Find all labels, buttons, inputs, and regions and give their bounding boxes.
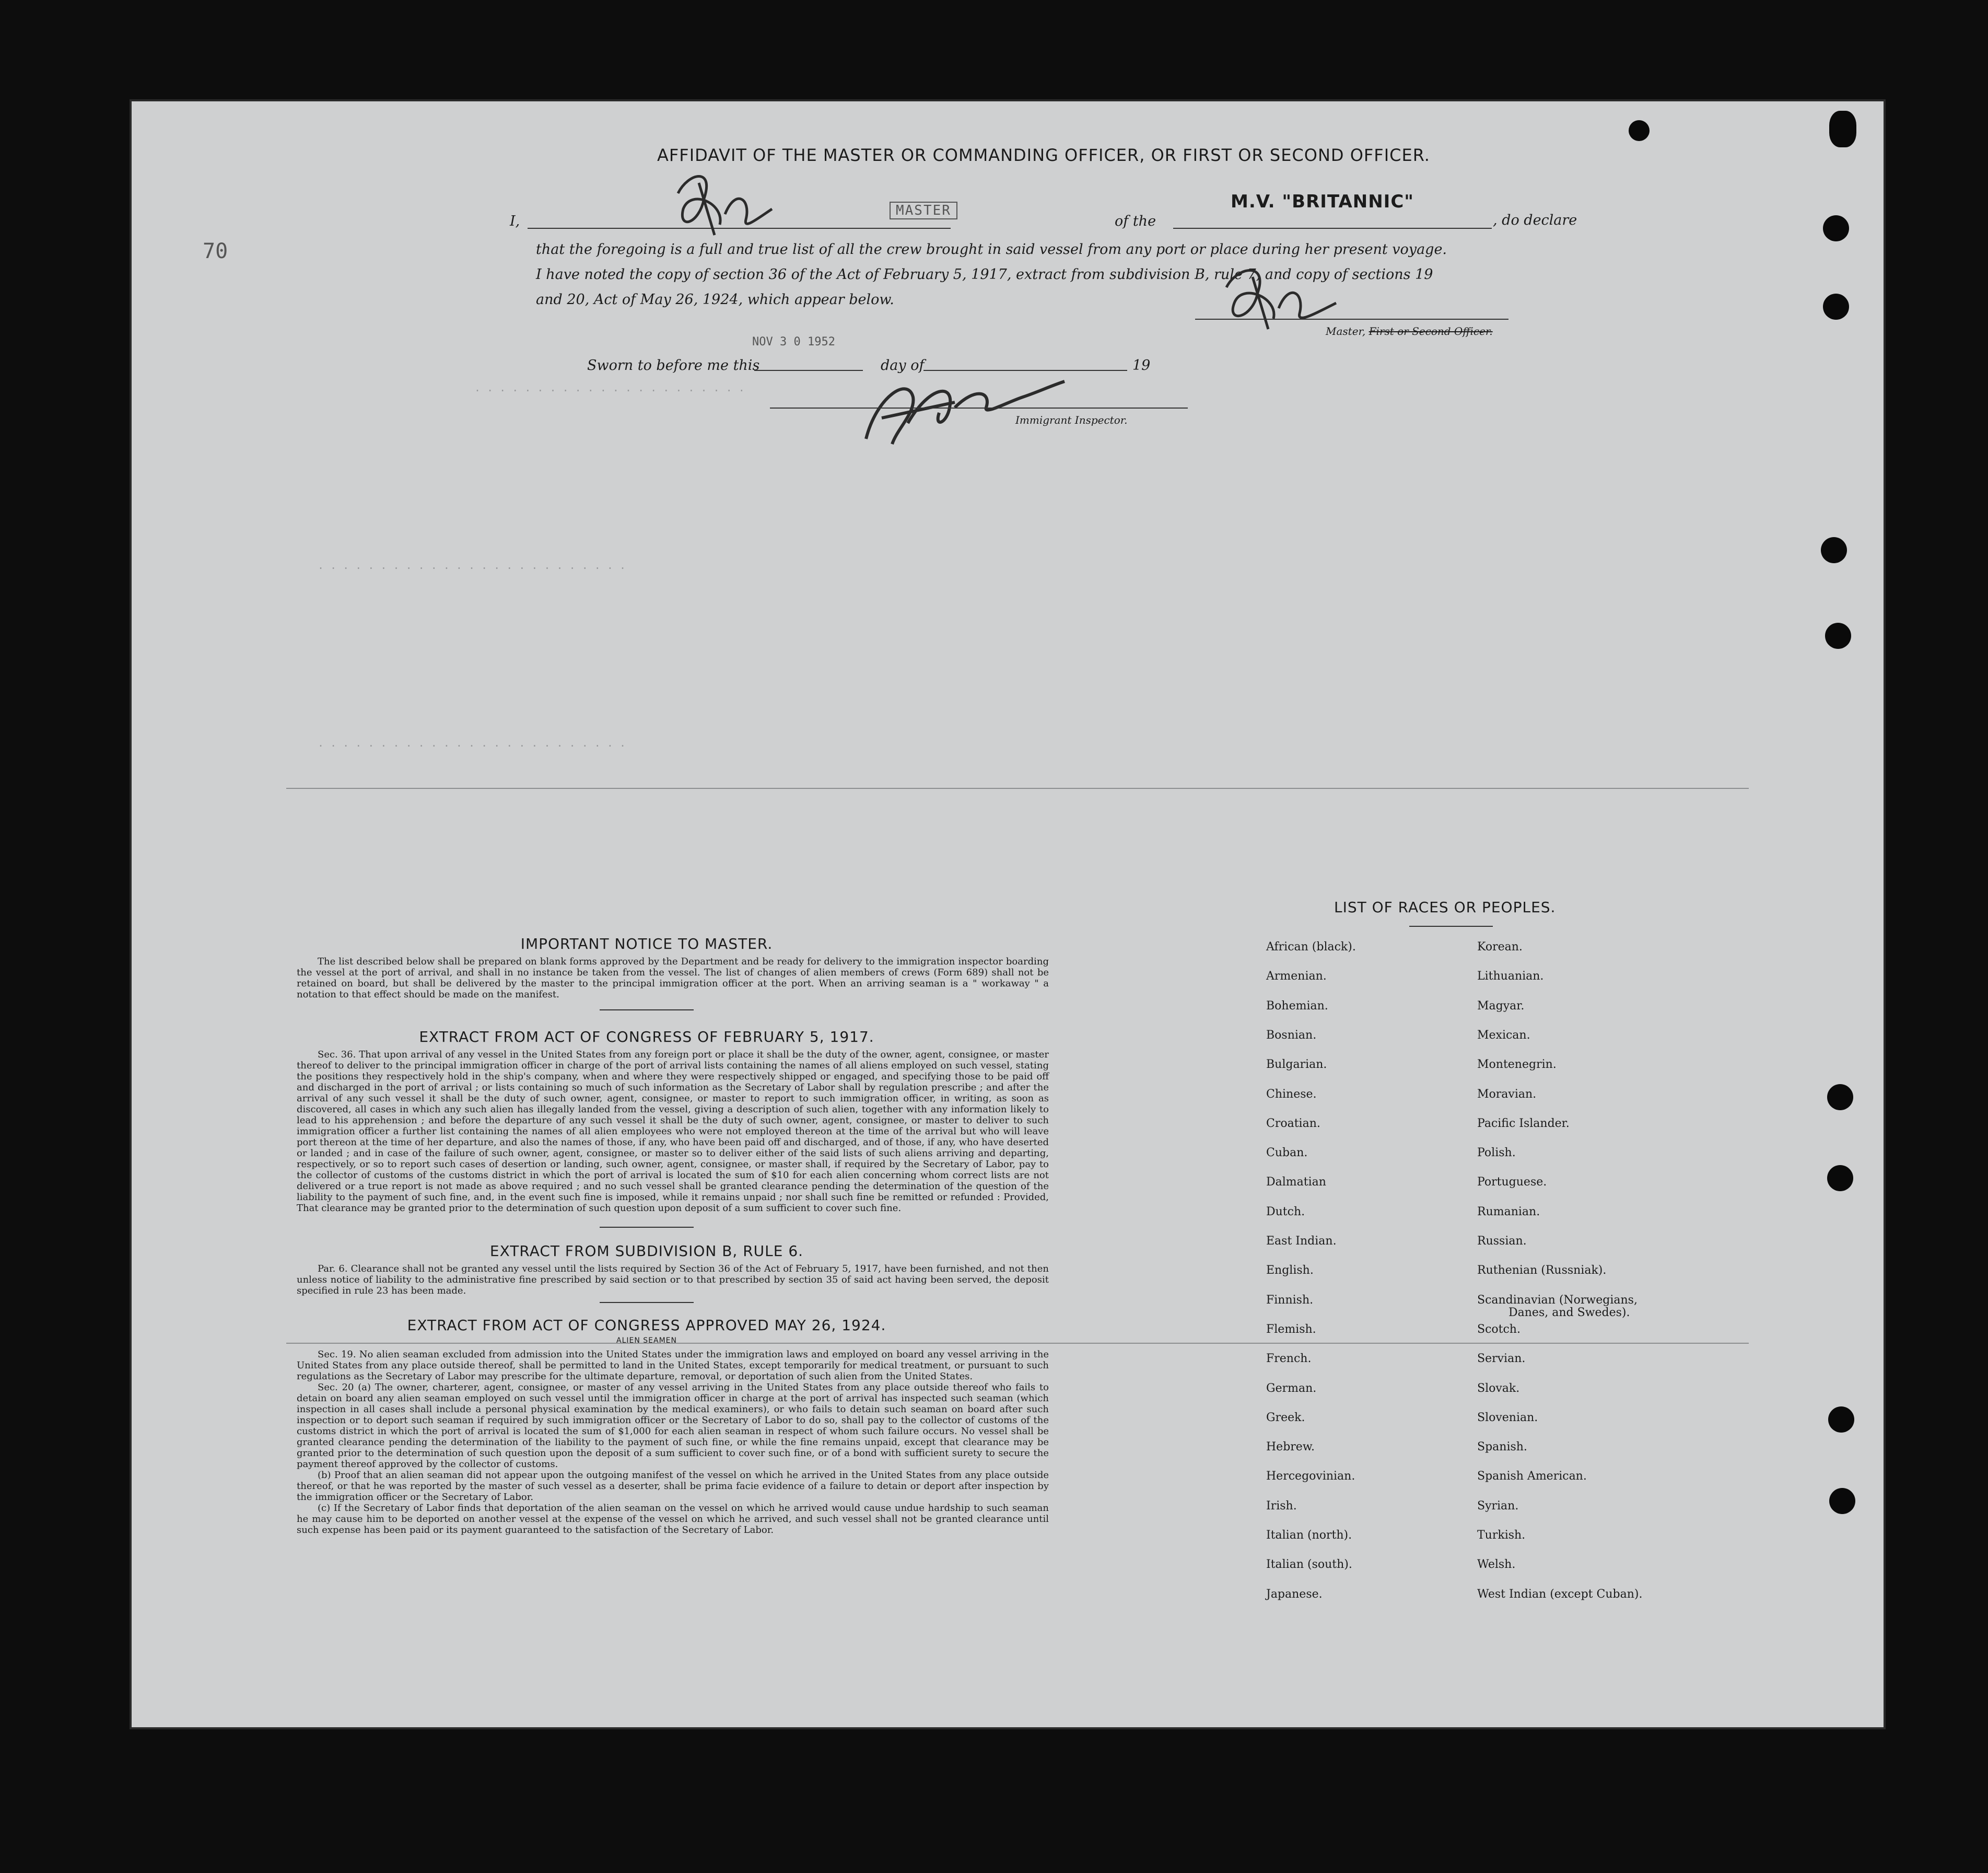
affidavit-line-2: that the foregoing is a full and true list of all the crew brought in said vessel from any port or place during her present voyage. [536,241,1447,258]
inspector-caption: Immigrant Inspector. [1015,414,1128,426]
race-item-left: Bohemian. [1266,999,1328,1013]
race-item-left: English. [1266,1264,1314,1277]
race-item-left: Greek. [1266,1411,1305,1424]
race-item-left: Hercegovinian. [1266,1470,1355,1483]
race-item-right: Scandinavian (Norwegians, [1477,1293,1638,1307]
extract-1917-text: Sec. 36. That upon arrival of any vessel in the United States from any foreign port or place it shall be the duty of the owner, agent, consignee, or master thereof to deliver to the principal immigration officer in charge of the port of arrival lists containing the names of all aliens employed on such vessel, stating the positions they respectively hold in the ship's company, when and where they were respectively shipped or engaged, and specifying those to be paid off and discharged in the port of arrival ; or lists containing so much of such information as the Secretary of Labor shall by regulation prescribe ; and after the arrival of any such vessel it shall be the duty of such owner, agent, consignee, or master to report to such immigration officer, in writing, as soon as discovered, all cases in which any such alien has illegally landed from the vessel, giving a description of such alien, together with any information likely to lead to his apprehension ; and before the departure of any such vessel it shall be the duty of such owner, agent, consignee, or master to deliver to such immigration officer a further list containing the names of all alien employees who were not employed thereon at the time of the arrival but who will leave port thereon at the time of her departure, and also the names of those, if any, who have been paid off and discharged, and of those, if any, who have deserted or landed ; and in case of the failure of such owner, agent, consignee, or master so to deliver either of the said lists of such aliens arriving and departing, respectively, or so to report such cases of desertion or landing, such owner, agent, consignee, or master shall, if required by the Secretary of Labor, pay to the collector of customs of the customs district in which the port of arrival is located the sum of $10 for each alien concerning whom correct lists are not delivered or a true report is not made as above required ; and no such vessel shall be granted clearance pending the determination of the question of the liability to the payment of such fine, and, in the event such fine is imposed, while it remains unpaid ; nor shall such fine be remitted or refunded : Provided, That clearance may be granted prior to the determination of such question upon deposit of a sum sufficient to cover such fine. [297,1049,1049,1214]
master-signature-line [1195,319,1508,320]
punch-hole [1823,215,1849,241]
race-item-right: Scotch. [1477,1322,1521,1336]
race-item-right: West Indian (except Cuban). [1477,1587,1643,1601]
race-item-right: Turkish. [1477,1529,1526,1542]
affidavit-do-declare: , do declare [1493,212,1577,228]
race-item-right: Russian. [1477,1235,1527,1248]
races-divider [1409,926,1493,927]
affidavit-of-the: of the [1115,213,1156,229]
race-item-right: Montenegrin. [1477,1058,1557,1072]
notice-text: The list described below shall be prepared on blank forms approved by the Department and be ready for delivery to the immigration inspector boarding the vessel at the port of arrival, and shall in no instance be taken from the vessel. The list of changes of alien members of crews (Form 689) shall not be retained on board, but shall be delivered by the master to the principal immigration officer at the port. When an arriving seaman is a " workaway " a notation to that effect should be made on the manifest. [297,956,1049,1000]
document-sheet [130,99,1886,1729]
race-item-right: Spanish American. [1477,1470,1587,1483]
vessel-name-line [1173,228,1492,229]
master-caption-label: Master, [1326,325,1366,338]
race-item-left: German. [1266,1381,1317,1395]
punch-hole [1629,120,1650,141]
race-item-right: Pacific Islander. [1477,1116,1570,1130]
subdivision-b-text: Par. 6. Clearance shall not be granted any vessel until the lists required by Section 36 of the Act of February 5, 1917, have been furnished, and not then unless notice of liability to the administrative fine prescribed by said section or to that prescribed by section 35 of said act having been served, the deposit specified in rule 23 has been made. [297,1263,1049,1296]
master-caption [1326,325,1493,338]
punch-hole [1823,294,1849,320]
race-item-left: Finnish. [1266,1293,1314,1307]
race-item-right: Polish. [1477,1146,1516,1160]
inspector-line [770,408,1188,409]
alien-seamen-subtitle: ALIEN SEAMEN [616,1336,677,1345]
sec-19-text: Sec. 19. No alien seaman excluded from admission into the United States under the immigration laws and employed on board any vessel arriving in the United States from any place outside thereof, shall be permitted to land in the United States, except temporarily for medical treatment, or pursuant to such regulations as the Secretary of Labor may prescribe for the ultimate departure, removal, or deportation of such alien from the United States. [297,1349,1049,1382]
race-item-right: Servian. [1477,1352,1526,1366]
date-stamp: NOV 3 0 1952 [752,335,835,348]
punch-hole [1821,537,1847,563]
race-item-left: Dalmatian [1266,1176,1326,1189]
extract-1917-title: EXTRACT FROM ACT OF CONGRESS OF FEBRUARY 5, 1917. [419,1028,874,1045]
extract-1924-title: EXTRACT FROM ACT OF CONGRESS APPROVED MAY 26, 1924. [407,1317,886,1334]
affidavit-line-3: I have noted the copy of section 36 of the Act of February 5, 1917, extract from subdivision B, rule 7, and copy of sections 19 [536,266,1433,283]
race-item-left: Italian (north). [1266,1529,1352,1542]
bleed-through: . . . . . . . . . . . . . . . . . . . . . . . . . [318,737,626,749]
race-item-left: Dutch. [1266,1205,1305,1218]
race-item-left: Flemish. [1266,1322,1316,1336]
race-continuation: Danes, and Swedes). [1508,1306,1630,1319]
bleed-through-rule [286,788,1749,789]
race-item-left: Bosnian. [1266,1028,1317,1042]
vessel-name: M.V. "BRITANNIC" [1231,191,1414,212]
section-divider [600,1009,694,1010]
race-item-left: East Indian. [1266,1235,1337,1248]
race-item-left: Cuban. [1266,1146,1308,1160]
race-item-right: Slovenian. [1477,1411,1538,1424]
punch-hole [1825,623,1851,649]
sworn-date-line [754,370,863,371]
notice-title: IMPORTANT NOTICE TO MASTER. [520,935,773,952]
section-divider [600,1302,694,1303]
extract-1924-body [297,1349,1049,1535]
affidavit-title: AFFIDAVIT OF THE MASTER OR COMMANDING OFFICER, OR FIRST OR SECOND OFFICER. [657,145,1430,165]
race-item-left: French. [1266,1352,1312,1366]
race-item-left: Irish. [1266,1499,1297,1513]
race-item-right: Ruthenian (Russniak). [1477,1264,1607,1277]
sec-20b-text: (b) Proof that an alien seaman did not appear upon the outgoing manifest of the vessel on which he arrived in the United States from any place outside thereof, or that he was reported by the master of such vessel as a deserter, shall be prima facie evidence of a failure to detain or deport after inspection by the immigration officer or the Secretary of Labor. [297,1470,1049,1503]
day-of-label: day of [881,357,925,374]
struck-officer-caption: First or Second Officer. [1369,325,1493,338]
sworn-label: Sworn to before me this [587,357,760,374]
race-item-left: Italian (south). [1266,1558,1352,1572]
race-item-right: Lithuanian. [1477,970,1544,983]
master-signature [1216,256,1352,334]
punch-hole [1827,1165,1853,1191]
race-item-left: Croatian. [1266,1116,1320,1130]
race-item-right: Portuguese. [1477,1176,1547,1189]
race-item-right: Welsh. [1477,1558,1516,1572]
affidavit-line-4: and 20, Act of May 26, 1924, which appear below. [536,292,894,308]
race-item-right: Spanish. [1477,1440,1527,1454]
section-divider [600,1227,694,1228]
race-item-right: Rumanian. [1477,1205,1540,1218]
race-item-left: Armenian. [1266,970,1327,983]
punch-hole [1827,1084,1853,1110]
margin-number: 70 [203,239,228,263]
race-item-right: Syrian. [1477,1499,1519,1513]
race-item-right: Magyar. [1477,999,1525,1013]
race-item-left: Hebrew. [1266,1440,1315,1454]
sec-20c-text: (c) If the Secretary of Labor finds that deportation of the alien seaman on the vessel on which he arrived would cause undue hardship to such seaman he may cause him to be deported on another vessel at the expense of the vessel on which he arrived, and such vessel shall not be granted clearance until such expense has been paid or its payment guaranteed to the satisfaction of the Secretary of Labor. [297,1503,1049,1535]
punch-hole [1829,111,1856,147]
race-item-right: Korean. [1477,940,1523,953]
race-item-left: Chinese. [1266,1087,1317,1101]
rank-stamp: MASTER [890,202,957,219]
affidavit-i-label: I, [510,213,520,229]
master-initials-signature [668,167,788,240]
subdivision-b-title: EXTRACT FROM SUBDIVISION B, RULE 6. [489,1242,804,1260]
races-title: LIST OF RACES OR PEOPLES. [1334,899,1556,916]
year-label: 19 [1132,357,1151,374]
punch-hole [1829,1488,1855,1514]
race-item-right: Moravian. [1477,1087,1537,1101]
sec-20a-text: Sec. 20 (a) The owner, charterer, agent, consignee, or master of any vessel arriving in the United States from any place outside thereof who fails to detain on board any alien seaman employed on such vessel until the immigration officer in charge at the port of arrival has inspected such seaman (which inspection in all cases shall include a personal physical examination by the medical examiners), or who fails to detain such seaman on board after such inspection or to deport such seaman if required by such immigration officer or the Secretary of Labor to do so, shall pay to the collector of customs of the customs district in which the port of arrival is located the sum of $1,000 for each alien seaman in respect of whom such failure occurs. No vessel shall be granted clearance pending the determination of the liability to the payment of such fine, or while the fine remains unpaid, except that clearance may be granted prior to the determination of such question upon the deposit of a sum sufficient to cover such fine, or of a bond with sufficient surety to secure the payment thereof approved by the collector of customs. [297,1382,1049,1470]
race-item-left: Bulgarian. [1266,1058,1327,1072]
bleed-through: . . . . . . . . . . . . . . . . . . . . . . [474,381,745,394]
race-item-right: Mexican. [1477,1028,1530,1042]
race-item-left: Japanese. [1266,1587,1323,1601]
race-item-left: African (black). [1266,940,1356,953]
bleed-through: . . . . . . . . . . . . . . . . . . . . . . . . . [318,559,626,572]
race-item-right: Slovak. [1477,1381,1520,1395]
punch-hole [1828,1406,1854,1433]
